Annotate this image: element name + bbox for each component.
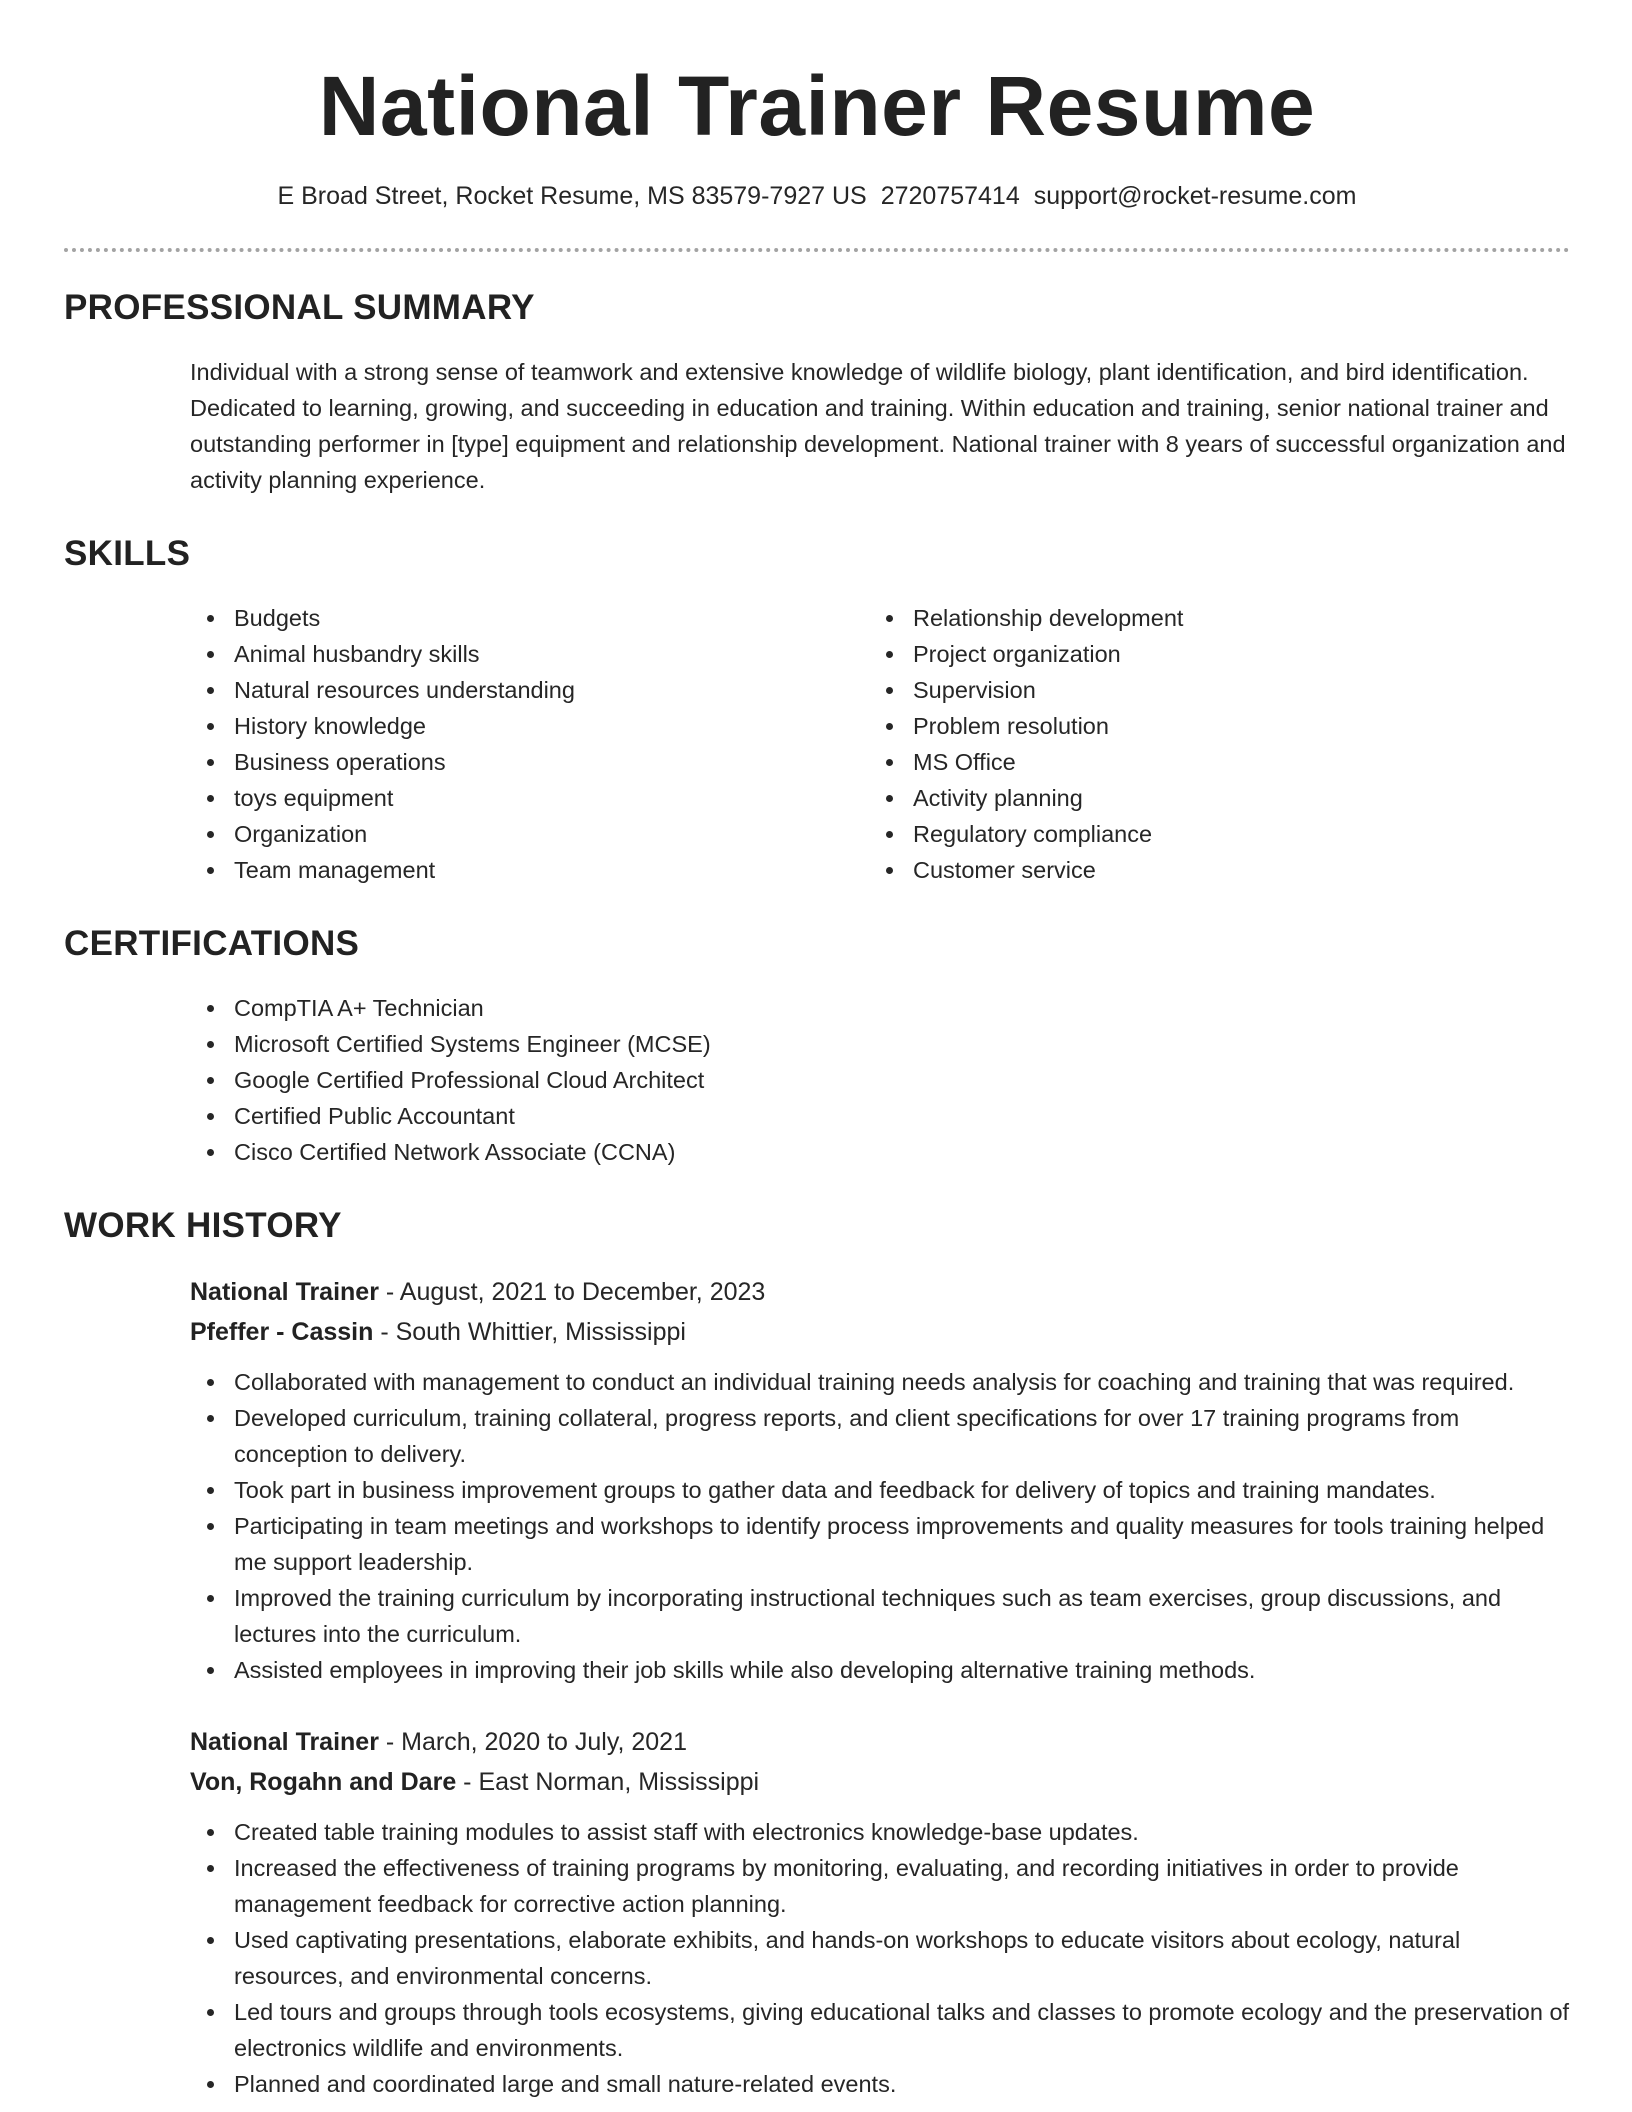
job-dates: - March, 2020 to July, 2021	[378, 1728, 687, 1756]
job-title-line	[190, 1272, 1570, 1312]
job-duty-item: Collaborated with management to conduct an individual training needs analysis for coaching and training that was required.	[190, 1364, 1570, 1400]
certification-item: Cisco Certified Network Associate (CCNA)	[190, 1134, 1570, 1170]
job-company-line	[190, 1762, 1570, 1802]
job-role: National Trainer	[190, 1278, 379, 1306]
job-duty-item: Created table training modules to assist staff with electronics knowledge-base updates.	[190, 1814, 1570, 1850]
skill-item: Team management	[190, 852, 869, 888]
job-company: Pfeffer - Cassin	[190, 1318, 374, 1346]
job-duty-item: Increased the effectiveness of training programs by monitoring, evaluating, and recording initiatives in order to provide management feedback for corrective action planning.	[190, 1850, 1570, 1922]
skill-item: History knowledge	[190, 708, 869, 744]
certification-item: Certified Public Accountant	[190, 1098, 1570, 1134]
summary-text: Individual with a strong sense of teamwork and extensive knowledge of wildlife biology, plant identification, and bird identification. Dedicated to learning, growing, and succeeding in education and training. Within education and training, senior national trainer and outstanding performer in [type] equipment and relationship development. National trainer with 8 years of successful organization and activity planning experience.	[190, 359, 1566, 493]
job-duty-item: Led tours and groups through tools ecosystems, giving educational talks and classes to promote ecology and the preservation of electronics wildlife and environments.	[190, 1994, 1570, 2066]
certification-item: CompTIA A+ Technician	[190, 990, 1570, 1026]
summary-section	[64, 286, 1570, 498]
skill-item: toys equipment	[190, 780, 869, 816]
summary-heading: PROFESSIONAL SUMMARY	[64, 288, 535, 327]
skills-heading: SKILLS	[64, 534, 191, 573]
skill-item: Relationship development	[869, 600, 1548, 636]
job-location: - South Whittier, Mississippi	[373, 1318, 686, 1346]
skills-section	[64, 532, 1570, 888]
work-history-heading: WORK HISTORY	[64, 1206, 342, 1245]
certifications-heading: CERTIFICATIONS	[64, 924, 360, 963]
job-title-line	[190, 1722, 1570, 1762]
skill-item: Regulatory compliance	[869, 816, 1548, 852]
skill-item: MS Office	[869, 744, 1548, 780]
contact-address: E Broad Street, Rocket Resume, MS 83579-7927 US	[277, 182, 867, 210]
job-company-line	[190, 1312, 1570, 1352]
certification-item: Google Certified Professional Cloud Architect	[190, 1062, 1570, 1098]
job-location: - East Norman, Mississippi	[456, 1768, 760, 1796]
contact-email: support@rocket-resume.com	[1033, 182, 1357, 210]
job-duty-item: Used captivating presentations, elaborate exhibits, and hands-on workshops to educate visitors about ecology, natural resources, and environmental concerns.	[190, 1922, 1570, 1994]
skill-item: Budgets	[190, 600, 869, 636]
job-dates: - August, 2021 to December, 2023	[378, 1278, 766, 1306]
skill-item: Activity planning	[869, 780, 1548, 816]
skill-item: Business operations	[190, 744, 869, 780]
job-duty-item: Planned and coordinated large and small nature-related events.	[190, 2066, 1570, 2102]
skill-item: Supervision	[869, 672, 1548, 708]
job-company: Von, Rogahn and Dare	[190, 1768, 457, 1796]
skill-item: Natural resources understanding	[190, 672, 869, 708]
job-entry	[190, 1722, 1570, 2102]
resume-title: National Trainer Resume	[318, 59, 1316, 153]
job-duty-item: Took part in business improvement groups to gather data and feedback for delivery of topics and training mandates.	[190, 1472, 1570, 1508]
job-entry	[190, 1272, 1570, 1688]
resume-page	[64, 0, 1570, 2102]
skill-item: Problem resolution	[869, 708, 1548, 744]
skills-column-left	[190, 600, 869, 888]
job-duty-item: Developed curriculum, training collateral, progress reports, and client specifications for over 17 training programs from conception to delivery.	[190, 1400, 1570, 1472]
skills-column-right	[869, 600, 1548, 888]
certifications-section	[64, 922, 1570, 1170]
certifications-list	[190, 990, 1570, 1170]
job-duties-list	[190, 1364, 1570, 1688]
skill-item: Customer service	[869, 852, 1548, 888]
job-duties-list	[190, 1814, 1570, 2102]
header-divider	[64, 248, 1570, 252]
certification-item: Microsoft Certified Systems Engineer (MCSE)	[190, 1026, 1570, 1062]
skill-item: Animal husbandry skills	[190, 636, 869, 672]
job-duty-item: Assisted employees in improving their job skills while also developing alternative training methods.	[190, 1652, 1570, 1688]
skill-item: Organization	[190, 816, 869, 852]
contact-line	[64, 180, 1570, 212]
skills-grid	[190, 600, 1570, 888]
skill-item: Project organization	[869, 636, 1548, 672]
work-history-section	[64, 1204, 1570, 2102]
job-duty-item: Improved the training curriculum by incorporating instructional techniques such as team exercises, group discussions, and lectures into the curriculum.	[190, 1580, 1570, 1652]
contact-phone: 2720757414	[880, 182, 1020, 210]
job-role: National Trainer	[190, 1728, 379, 1756]
job-duty-item: Participating in team meetings and workshops to identify process improvements and quality measures for tools training helped me support leadership.	[190, 1508, 1570, 1580]
